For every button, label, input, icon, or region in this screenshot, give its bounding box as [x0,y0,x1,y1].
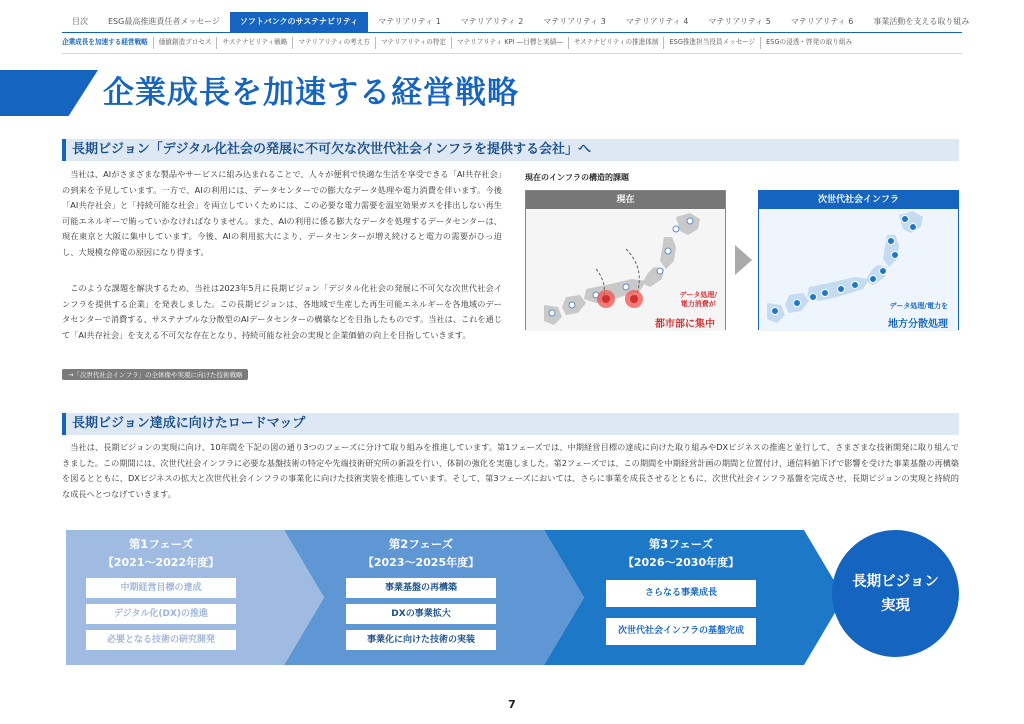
phase-2-item: DXの事業拡大 [346,604,496,624]
figure-arrow [735,245,752,275]
map-current-note [679,291,717,309]
map-current-label: 現在 [526,191,725,209]
phase-3-years: 【2026～2030年度】 [622,556,740,569]
sub-nav-item-8[interactable]: ESGの浸透・啓発の取り組み [766,38,853,46]
phase-1-item: 必要となる技術の研究開発 [86,630,236,650]
goal-line-2: 実現 [881,597,910,614]
japan-map-current [526,209,725,331]
nav-tab-0[interactable]: 目次 [72,17,88,26]
section-heading-roadmap: 長期ビジョン達成に向けたロードマップ [62,413,959,435]
phase-3 [544,530,844,665]
phase-1-item: 中期経営目標の達成 [86,578,236,598]
sub-nav-item-1[interactable]: 価値創造プロセス [154,37,218,49]
map-current-headline: 都市部に集中 [655,319,715,330]
nav-tab-7[interactable]: マテリアリティ 5 [708,17,771,26]
roadmap-diagram [66,530,966,665]
nav-tab-1[interactable]: ESG最高推進責任者メッセージ [108,17,220,26]
vision-paragraph-2: このような課題を解決するため、当社は2023年5月に長期ビジョン「デジタル化社会の発展に不可欠な次世代社会インフラを提供する企業」を発表しました。この長期ビジョンは、各地域で生産した再生可能エネルギーを各地域のデータセンターで消費する、サステナブルな分散型のAIデータセンターの構築などを目指したものです。当社は、これを通じて「AI共存社会」を支える不可欠な存在となり、持続可能な社会の実現と企業価値の向上を目指していきます。 [62,283,502,340]
page-title: 企業成長を加速する経営戦略 [103,75,519,111]
map-next-headline: 地方分散処理 [888,319,948,330]
phase-3-item: さらなる事業成長 [606,580,756,607]
nav-tab-5[interactable]: マテリアリティ 3 [543,17,606,26]
nav-tab-6[interactable]: マテリアリティ 4 [625,17,689,26]
sub-nav-item-2[interactable]: サステナビリティ戦略 [217,37,293,49]
vision-paragraph-1: 当社は、AIがさまざまな製品やサービスに組み込まれることで、人々が便利で快適な生活を享受できる「AI共存社会」の到来を予見しています。一方で、AIの利用には、データセンターでの膨大なデータ処理や電力消費を伴います。今後「AI共存社会」と「持続可能な社会」を両立していくためには、この必要な電力需要を温室効果ガスを排出しない再生可能エネルギーで賄っていかなければなりません。また、AIの利用に係る膨大なデータを処理するデータセンターは、現在東京と大阪に集中しています。今後、AIの利用拡大により、データセンターが増え続けると電力の需要がひっ迫し、大規模な停電の原因になり得ます。 [62,169,502,257]
roadmap-paragraph: 当社は、長期ビジョンの実現に向け、10年間を下記の図の通り3つのフェーズに分けて取り組みを推進しています。第1フェーズでは、中期経営目標の達成に向けた取り組みやDXビジネスの推進と並行して、さまざまな技術開発に取り組んできました。この期間には、次世代社会インフラに必要な基盤技術の特定や先端技術研究所の新設を行い、体制の強化を実施しました。第2フェーズでは、この期間を中期経営計画の期間と位置付け、通信料値下げで影響を受けた事業基盤の再構築を図るとともに、DXビジネスの拡大と次世代社会インフラの事業化に向けた技術実装を推進しています。そして、第3フェーズにおいては、さらに事業を成長させるとともに、次世代社会インフラ基盤を完成させ、長期ビジョンの実現と持続的な成長へとつなげていきます。 [62,442,959,499]
phase-2-item: 事業化に向けた技術の実装 [346,630,496,650]
goal-line-1: 長期ビジョン [852,573,939,590]
title-accent [0,70,98,116]
sub-nav-divider [62,53,962,54]
long-term-vision-goal [832,530,959,657]
figure-title: 現在のインフラの構造的課題 [525,173,629,182]
phase-1-years: 【2021～2022年度】 [102,556,220,569]
map-next-label: 次世代社会インフラ [759,191,958,209]
phase-1-item: デジタル化(DX)の推進 [86,604,236,624]
phase-2 [284,530,584,665]
sub-nav-item-4[interactable]: マテリアリティの特定 [376,37,452,49]
sub-nav-item-7[interactable]: ESG推進担当役員メッセージ [664,37,761,49]
phase-1-title: 第1フェーズ [128,537,194,551]
phase-1 [66,530,324,665]
page-number: 7 [508,698,516,711]
map-next-generation [758,190,959,330]
sub-nav-item-3[interactable]: マテリアリティの考え方 [293,37,376,49]
map-next-note: データ処理/電力を [889,302,948,310]
nav-tab-4[interactable]: マテリアリティ 2 [460,17,524,26]
top-nav [62,12,970,32]
nav-tab-2[interactable]: ソフトバンクのサステナビリティ [230,12,368,32]
phase-2-title: 第2フェーズ [388,537,454,551]
section-heading-vision: 長期ビジョン「デジタル化社会の発展に不可欠な次世代社会インフラを提供する会社」へ [62,139,959,161]
sub-nav [62,37,962,49]
phase-2-years: 【2023～2025年度】 [362,556,480,569]
map-current-note-text: データ処理/ 電力消費が [679,291,717,308]
sub-nav-item-6[interactable]: サステナビリティの推進体制 [569,37,665,49]
nav-tab-9[interactable]: 事業活動を支える取り組み [873,17,970,26]
japan-map-next [759,209,958,331]
top-nav-divider [62,32,962,33]
infrastructure-link[interactable]: →「次世代社会インフラ」の全体像や実現に向けた技術戦略 [62,369,248,380]
nav-tab-3[interactable]: マテリアリティ 1 [378,17,441,26]
map-current [525,190,726,330]
nav-tab-8[interactable]: マテリアリティ 6 [790,17,854,26]
phase-3-title: 第3フェーズ [648,537,714,551]
sub-nav-item-0[interactable]: 企業成長を加速する経営戦略 [62,37,154,49]
phase-3-item: 次世代社会インフラの基盤完成 [606,618,756,645]
phase-2-item: 事業基盤の再構築 [346,578,496,598]
sub-nav-item-5[interactable]: マテリアリティ KPI ―目標と実績― [452,37,569,49]
